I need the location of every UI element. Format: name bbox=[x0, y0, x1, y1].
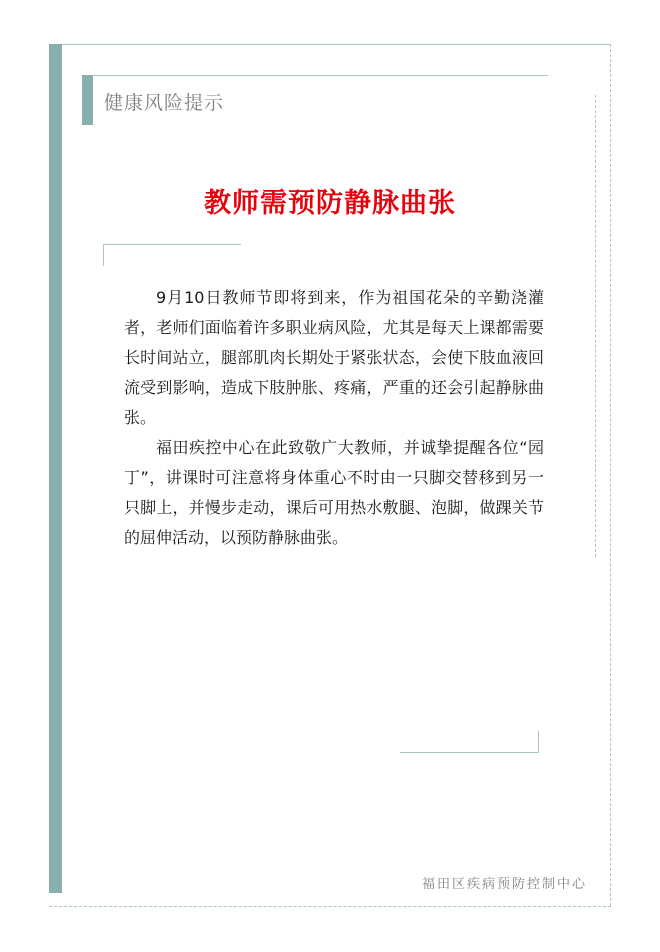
article-title: 教师需预防静脉曲张 bbox=[204, 188, 456, 220]
section-label-accent bbox=[82, 75, 93, 125]
corner-bracket-bottom-right-vertical bbox=[538, 731, 539, 753]
section-label-top-line bbox=[93, 75, 548, 76]
inner-right-dashed-line bbox=[595, 95, 596, 557]
article-paragraph: 9月10日教师节即将到来，作为祖国花朵的辛勤浇灌者，老师们面临着许多职业病风险，尤其是每天上课都需要长时间站立，腿部肌肉长期处于紧张状态，会使下肢血液回流受到影响，造成下肢肿胀、疼痛，严重的还会引起静脉曲张。 bbox=[124, 288, 544, 427]
frame-left-bar bbox=[49, 44, 62, 893]
article-body bbox=[124, 283, 544, 553]
frame-right-dashed-border bbox=[610, 44, 611, 906]
section-label: 健康风险提示 bbox=[104, 92, 225, 114]
corner-bracket-top-left-vertical bbox=[103, 244, 104, 266]
corner-bracket-bottom-right-horizontal bbox=[400, 752, 538, 753]
frame-bottom-dashed-border bbox=[49, 906, 611, 907]
article-paragraph: 福田疾控中心在此致敬广大教师，并诚挚提醒各位“园丁”，讲课时可注意将身体重心不时由一只脚交替移到另一只脚上，并慢步走动，课后可用热水敷腿、泡脚，做踝关节的屈伸活动，以预防静脉曲张。 bbox=[124, 438, 544, 547]
corner-bracket-top-left-horizontal bbox=[103, 244, 241, 245]
frame-top-border bbox=[62, 44, 611, 45]
footer-organization: 福田区疾病预防控制中心 bbox=[421, 877, 587, 892]
